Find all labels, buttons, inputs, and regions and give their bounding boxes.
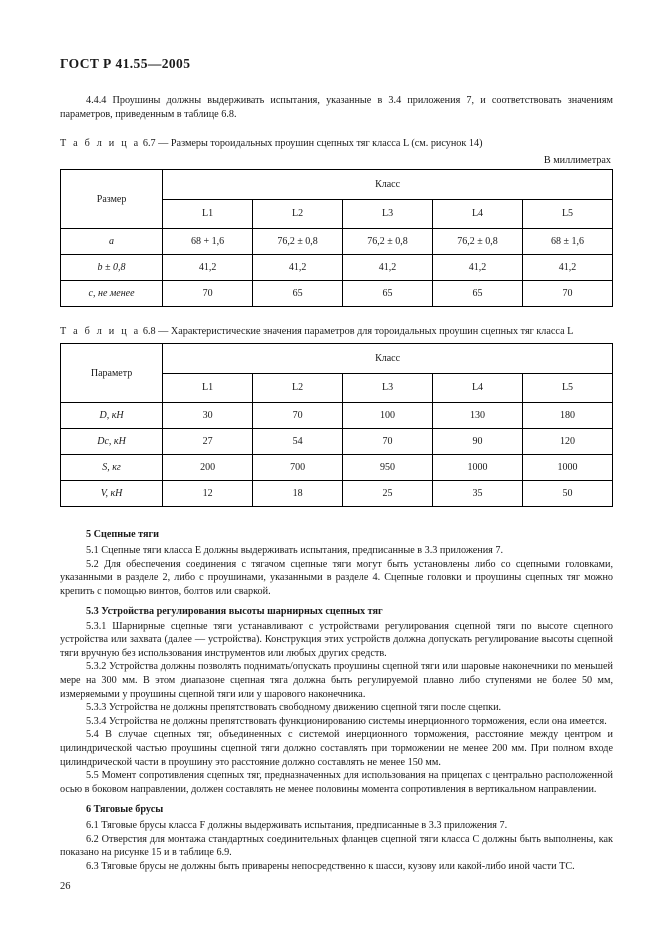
paragraph-5-2: 5.2 Для обеспечения соединения с тягачом сцепные тяги могут быть установлены либо со сцепными головками, указанными в разделе 2, либо с проушинами, указанными в разделе 4. Сцепные головки и проушины сцепных тяг можно крепить с помощью винтов, болтов или сваркой.: [60, 558, 613, 597]
table-6-8-cell: 180: [522, 403, 612, 429]
table-6-8-cell: 700: [253, 455, 343, 481]
table-6-8-cell: 130: [433, 403, 523, 429]
table-6-7-row-label: b ± 0,8: [61, 255, 163, 281]
paragraph-6-1: 6.1 Тяговые брусы класса F должны выдерживать испытания, предписанные в 3.3 приложения 7.: [86, 820, 508, 832]
table-6-7-row-label: c, не менее: [61, 281, 163, 307]
table-6-8-col-header: L1: [163, 373, 253, 403]
paragraph-5-5: 5.5 Момент сопротивления сцепных тяг, предназначенных для использования на прицепах с центрально расположенной осью в боковом направлении, должен составлять не менее половины момента сопротивления в вертикальном направлении.: [60, 770, 613, 795]
table-6-8-cell: 54: [253, 429, 343, 455]
table-6-7-row-label: a: [61, 229, 163, 255]
table-6-8-cell: 18: [253, 481, 343, 507]
table-6-8: [60, 343, 613, 507]
table-6-7-cell: 65: [433, 281, 523, 307]
table-row: [61, 481, 613, 507]
table-row: [61, 403, 613, 429]
section-title-5-3: 5.3 Устройства регулирования высоты шарнирных сцепных тяг: [86, 605, 383, 617]
table-6-8-group-header: Класс: [163, 344, 613, 374]
table-6-8-cell: 27: [163, 429, 253, 455]
page-number: 26: [60, 881, 71, 892]
paragraph-5-3-1: 5.3.1 Шарнирные сцепные тяги устанавливают с устройствами регулирования сцепной тяги по высоте сцепного устройства или захвата (далее — устройства). Конструкция этих устройств должна допускать регулирование высоты сцепной тяги вручную без использования инструментов или любых других средств.: [60, 620, 613, 659]
table-6-8-col-header: L5: [522, 373, 612, 403]
table-6-8-cell: 70: [253, 403, 343, 429]
table-6-7-col-header: L5: [522, 199, 612, 229]
paragraph-5-4: 5.4 В случае сцепных тяг, объединенных с системой инерционного торможения, расстояние между центром и цилиндрической частью проушины сцепной тяги должно составлять при торможении не менее 200 мм. При полном входе цилиндрической части в проушину это расстояние должно составлять не менее 150 мм.: [60, 729, 613, 768]
table-row: [61, 455, 613, 481]
paragraph-6-2: 6.2 Отверстия для монтажа стандартных соединительных фланцев сцепной тяги класса С должны быть выполнены, как показано на рисунке 15 и в таблице 6.9.: [60, 833, 613, 859]
table-6-8-col-header: L3: [343, 373, 433, 403]
table-6-7-cell: 68 + 1,6: [163, 229, 253, 255]
table-6-7-title: — Размеры тороидальных проушин сцепных тяг класса L (см. рисунок 14): [158, 138, 483, 150]
table-6-8-corner-header: Параметр: [61, 344, 163, 403]
table-row: [61, 255, 613, 281]
table-6-7-col-header: L4: [433, 199, 523, 229]
table-6-7-cell: 41,2: [163, 255, 253, 281]
table-6-8-col-header: L4: [433, 373, 523, 403]
table-6-7-corner-header: Размер: [61, 170, 163, 229]
table-6-8-cell: 12: [163, 481, 253, 507]
table-6-7-cell: 70: [522, 281, 612, 307]
paragraph-4-4-4: 4.4.4 Проушины должны выдерживать испытания, указанные в 3.4 приложения 7, и соответствовать значениям параметров, приведенным в таблице 6.8.: [60, 95, 613, 120]
table-6-7-label: Т а б л и ц а: [60, 138, 141, 150]
table-6-7-cell: 41,2: [343, 255, 433, 281]
table-6-8-cell: 30: [163, 403, 253, 429]
table-row: [61, 429, 613, 455]
table-6-7-caption: [60, 137, 613, 151]
table-6-8-row-label: V, кН: [61, 481, 163, 507]
table-6-7-cell: 76,2 ± 0,8: [253, 229, 343, 255]
table-6-8-cell: 1000: [522, 455, 612, 481]
table-6-8-row-label: D, кН: [61, 403, 163, 429]
table-6-7-cell: 41,2: [522, 255, 612, 281]
table-6-8-title: — Характеристические значения параметров для тороидальных проушин сцепных тяг класса L: [158, 326, 574, 338]
table-6-8-cell: 35: [433, 481, 523, 507]
paragraph-6-3: 6.3 Тяговые брусы не должны быть приварены непосредственно к шасси, кузову или какой-либо иной части ТС.: [86, 861, 575, 873]
table-6-7-col-header: L2: [253, 199, 343, 229]
table-6-7-group-header: Класс: [163, 170, 613, 200]
table-6-8-cell: 120: [522, 429, 612, 455]
section-title-6: 6 Тяговые брусы: [86, 804, 164, 816]
table-6-8-label: Т а б л и ц а: [60, 326, 141, 338]
table-6-8-row-label: S, кг: [61, 455, 163, 481]
table-6-7-col-header: L3: [343, 199, 433, 229]
table-6-7-cell: 65: [253, 281, 343, 307]
table-6-8-cell: 90: [433, 429, 523, 455]
section-title-5: 5 Сцепные тяги: [86, 529, 160, 541]
table-6-8-cell: 50: [522, 481, 612, 507]
table-6-7-cell: 41,2: [253, 255, 343, 281]
table-row: [61, 281, 613, 307]
table-6-7: [60, 169, 613, 307]
table-6-7-cell: 68 ± 1,6: [522, 229, 612, 255]
table-6-7-number: 6.7: [142, 138, 156, 150]
table-6-8-col-header: L2: [253, 373, 343, 403]
table-6-8-cell: 1000: [433, 455, 523, 481]
paragraph-5-1: 5.1 Сцепные тяги класса Е должны выдерживать испытания, предписанные в 3.3 приложения 7.: [86, 545, 504, 557]
table-6-8-cell: 25: [343, 481, 433, 507]
table-6-8-row-label: Dc, кН: [61, 429, 163, 455]
page-header: ГОСТ Р 41.55—2005: [60, 56, 191, 71]
table-6-7-cell: 70: [163, 281, 253, 307]
table-6-8-cell: 70: [343, 429, 433, 455]
table-6-8-number: 6.8: [142, 326, 156, 338]
table-6-8-cell: 950: [343, 455, 433, 481]
table-6-7-cell: 76,2 ± 0,8: [343, 229, 433, 255]
table-6-7-cell: 76,2 ± 0,8: [433, 229, 523, 255]
table-6-8-caption: [60, 325, 613, 339]
table-6-7-cell: 41,2: [433, 255, 523, 281]
paragraph-5-3-4: 5.3.4 Устройства не должны препятствовать функционированию системы инерционного торможения, если она имеется.: [86, 715, 607, 727]
table-6-8-cell: 100: [343, 403, 433, 429]
table-row: [61, 229, 613, 255]
table-6-7-units: В миллиметрах: [543, 155, 611, 167]
table-6-7-col-header: L1: [163, 199, 253, 229]
paragraph-5-3-3: 5.3.3 Устройства не должны препятствовать свободному движению сцепной тяги после сцепки.: [86, 702, 502, 714]
paragraph-5-3-2: 5.3.2 Устройства должны позволять поднимать/опускать проушины сцепной тяги или шаровые наконечники по меньшей мере на 300 мм. В этом диапазоне сцепная тяга должна быть регулируемой плавно либо ступенями не более 50 мм, измеряемыми у проушины сцепной тяги или у шарового наконечника.: [60, 661, 613, 700]
table-6-8-cell: 200: [163, 455, 253, 481]
table-6-7-cell: 65: [343, 281, 433, 307]
